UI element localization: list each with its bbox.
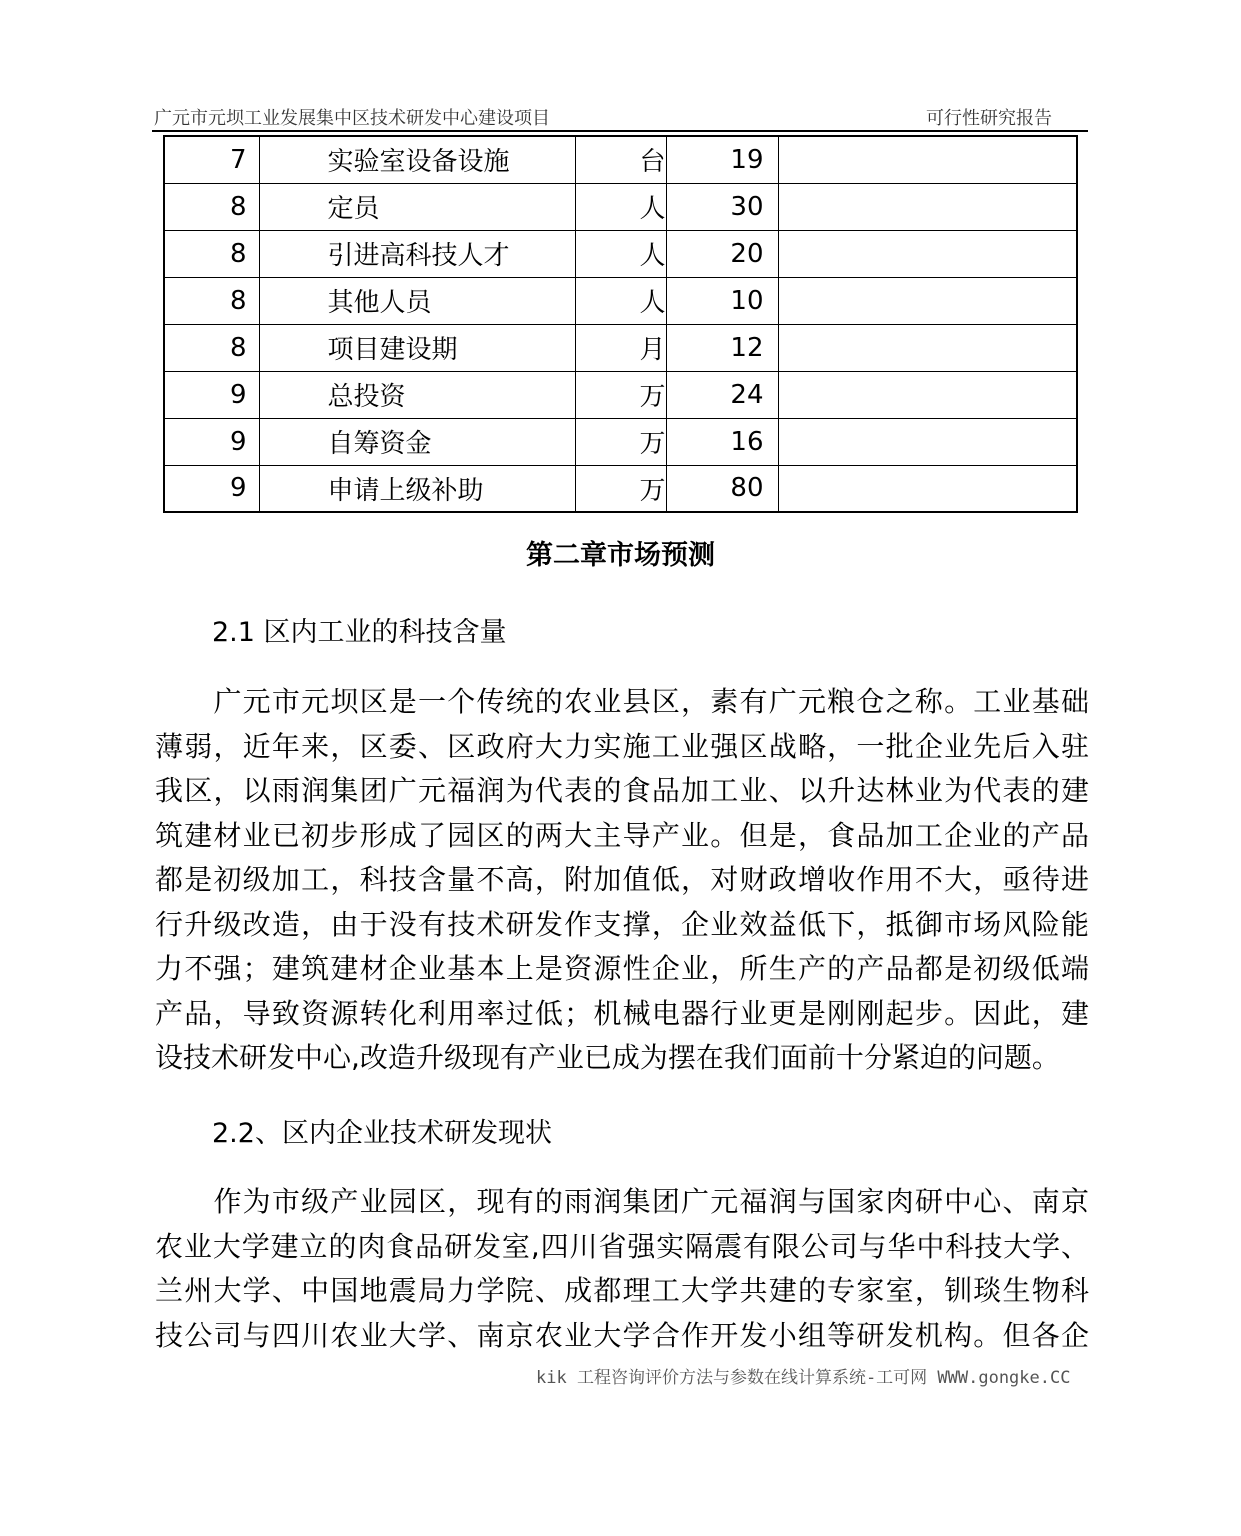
item-name-cell: 引进高科技人才 — [259, 230, 575, 277]
item-name-cell: 申请上级补助 — [259, 465, 575, 512]
value-cell: 10 — [666, 277, 778, 324]
unit-cell: 台 — [575, 136, 666, 183]
note-cell — [778, 371, 1077, 418]
note-cell — [778, 418, 1077, 465]
note-cell — [778, 183, 1077, 230]
table-row — [164, 136, 1077, 183]
section-heading-2-2: 2.2、区内企业技术研发现状 — [212, 1118, 552, 1149]
project-spec-table — [163, 135, 1078, 513]
table-row — [164, 277, 1077, 324]
unit-cell: 人 — [575, 183, 666, 230]
paragraph-line: 都是初级加工，科技含量不高，附加值低，对财政增收作用不大，亟待进 — [155, 863, 1089, 896]
item-name-cell: 自筹资金 — [259, 418, 575, 465]
paragraph-line: 行升级改造，由于没有技术研发作支撑，企业效益低下，抵御市场风险能 — [155, 907, 1089, 941]
header-report-type: 可行性研究报告 — [926, 108, 1052, 128]
unit-cell: 人 — [575, 277, 666, 324]
paragraph-line: 兰州大学、中国地震局力学院、成都理工大学共建的专家室，钏琰生物科 — [155, 1274, 1089, 1307]
paragraph-line: 技公司与四川农业大学、南京农业大学合作开发小组等研发机构。但各企 — [155, 1318, 1089, 1352]
unit-cell: 万 — [575, 465, 666, 512]
paragraph-line: 薄弱，近年来，区委、区政府大力实施工业强区战略，一批企业先后入驻 — [155, 729, 1089, 763]
page-header — [152, 104, 1088, 132]
value-cell: 19 — [666, 136, 778, 183]
unit-cell: 月 — [575, 324, 666, 371]
row-number-cell: 8 — [164, 324, 259, 371]
unit-cell: 万 — [575, 371, 666, 418]
paragraph-line: 广元市元坝区是一个传统的农业县区，素有广元粮仓之称。工业基础 — [155, 685, 1089, 718]
section-heading-2-1: 2.1 区内工业的科技含量 — [212, 617, 507, 648]
item-name-cell: 其他人员 — [259, 277, 575, 324]
row-number-cell: 9 — [164, 418, 259, 465]
page-footer: kik 工程咨询评价方法与参数在线计算系统-工可网 WWW.gongke.CC — [536, 1368, 1071, 1388]
unit-cell: 人 — [575, 230, 666, 277]
row-number-cell: 7 — [164, 136, 259, 183]
value-cell: 24 — [666, 371, 778, 418]
value-cell: 12 — [666, 324, 778, 371]
paragraph-line: 我区，以雨润集团广元福润为代表的食品加工业、以升达林业为代表的建 — [155, 774, 1089, 807]
paragraph-line: 产品，导致资源转化利用率过低；机械电器行业更是刚刚起步。因此，建 — [155, 996, 1089, 1030]
item-name-cell: 项目建设期 — [259, 324, 575, 371]
table-row — [164, 230, 1077, 277]
paragraph-line: 力不强；建筑建材企业基本上是资源性企业，所生产的产品都是初级低端 — [155, 952, 1089, 985]
paragraph-line: 作为市级产业园区，现有的雨润集团广元福润与国家肉研中心、南京 — [155, 1185, 1089, 1218]
table-row — [164, 371, 1077, 418]
table-row — [164, 324, 1077, 371]
unit-cell: 万 — [575, 418, 666, 465]
note-cell — [778, 465, 1077, 512]
paragraph-line: 设技术研发中心,改造升级现有产业已成为摆在我们面前十分紧迫的问题。 — [155, 1041, 1060, 1074]
section-1-paragraph — [155, 680, 1089, 1081]
note-cell — [778, 277, 1077, 324]
value-cell: 30 — [666, 183, 778, 230]
row-number-cell: 8 — [164, 277, 259, 324]
paragraph-line: 筑建材业已初步形成了园区的两大主导产业。但是，食品加工企业的产品 — [155, 818, 1089, 852]
note-cell — [778, 136, 1077, 183]
row-number-cell: 9 — [164, 371, 259, 418]
item-name-cell: 总投资 — [259, 371, 575, 418]
table-row — [164, 465, 1077, 512]
value-cell: 16 — [666, 418, 778, 465]
section-2-paragraph — [155, 1180, 1089, 1358]
value-cell: 20 — [666, 230, 778, 277]
value-cell: 80 — [666, 465, 778, 512]
note-cell — [778, 230, 1077, 277]
row-number-cell: 9 — [164, 465, 259, 512]
row-number-cell: 8 — [164, 183, 259, 230]
note-cell — [778, 324, 1077, 371]
item-name-cell: 实验室设备设施 — [259, 136, 575, 183]
chapter-title: 第二章市场预测 — [526, 540, 715, 571]
paragraph-line: 农业大学建立的肉食品研发室,四川省强实隔震有限公司与华中科技大学、 — [155, 1229, 1089, 1263]
item-name-cell: 定员 — [259, 183, 575, 230]
header-project-title: 广元市元坝工业发展集中区技术研发中心建设项目 — [154, 108, 550, 128]
table-row — [164, 418, 1077, 465]
table-row — [164, 183, 1077, 230]
row-number-cell: 8 — [164, 230, 259, 277]
